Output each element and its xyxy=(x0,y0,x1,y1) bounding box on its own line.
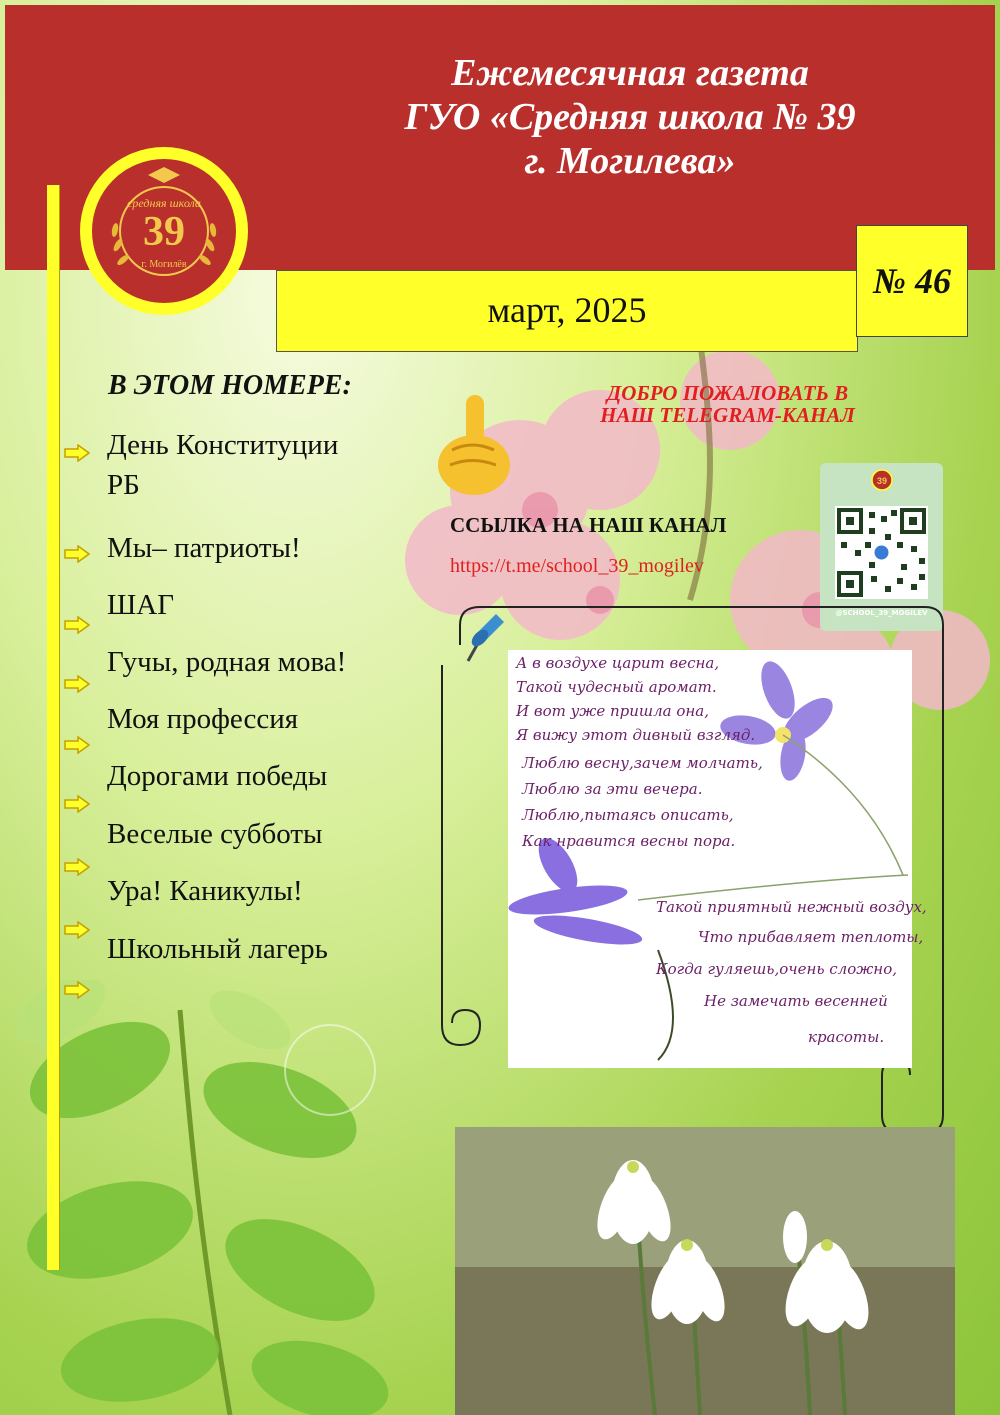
emblem-bottom-text: г. Могилёв xyxy=(141,259,187,270)
poem-line: Такой приятный нежный воздух, xyxy=(656,898,927,916)
toc-item-fun-saturdays: Веселые субботы xyxy=(107,818,323,850)
toc-item-patriots: Мы– патриоты! xyxy=(107,532,301,564)
vertical-accent-bar xyxy=(47,185,59,1270)
telegram-welcome-text xyxy=(560,382,895,426)
welcome-line-1: ДОБРО ПОЖАЛОВАТЬ В xyxy=(606,381,849,405)
toc-item-label-cont: РБ xyxy=(107,469,140,501)
poem-line: Люблю весну,зачем молчать, xyxy=(522,754,763,772)
poem-line: И вот уже пришла она, xyxy=(516,702,710,720)
arrow-right-icon xyxy=(64,545,90,563)
toc-item-school-camp: Школьный лагерь xyxy=(107,933,328,965)
channel-link-url[interactable]: https://t.me/school_39_mogilev xyxy=(450,555,704,577)
pushpin-icon xyxy=(456,606,506,666)
title-line-3: г. Могилева» xyxy=(524,140,736,182)
title-line-1: Ежемесячная газета xyxy=(451,52,809,94)
poem-line: красоты. xyxy=(808,1028,885,1046)
issue-number: № 46 xyxy=(873,261,951,301)
qr-badge-number: 39 xyxy=(876,476,888,486)
channel-link-label: ССЫЛКА НА НАШ КАНАЛ xyxy=(450,513,727,537)
toc-item-holidays: Ура! Каникулы! xyxy=(107,875,303,907)
toc-item-my-profession: Моя профессия xyxy=(107,703,299,735)
arrow-right-icon xyxy=(64,616,90,634)
poem-line: Что прибавляет теплоты, xyxy=(698,928,924,946)
leaves-decoration xyxy=(0,980,440,1415)
poem-line: Не замечать весенней xyxy=(704,992,888,1010)
emblem-top-text: средняя школа xyxy=(127,196,201,210)
emblem-number: 39 xyxy=(143,209,185,255)
qr-badge-icon xyxy=(871,469,893,491)
poem-line: Люблю за эти вечера. xyxy=(522,780,703,798)
poem-line: Как нравится весны пора. xyxy=(522,832,736,850)
issue-date: март, 2025 xyxy=(487,290,647,330)
arrow-right-icon xyxy=(64,858,90,876)
poem-line: Я вижу этот дивный взгляд. xyxy=(516,726,756,744)
poem-line: Когда гуляешь,очень сложно, xyxy=(656,960,897,978)
school-emblem-logo xyxy=(78,145,250,317)
toc-item-native-language: Гучы, родная мова! xyxy=(107,646,347,678)
issue-number-box xyxy=(856,225,968,337)
pointing-finger-icon xyxy=(432,390,512,495)
arrow-right-icon xyxy=(64,795,90,813)
qr-handle: @SCHOOL_39_MOGILEV xyxy=(835,609,928,617)
arrow-right-icon xyxy=(64,736,90,754)
arrow-right-icon xyxy=(64,675,90,693)
newspaper-title xyxy=(305,51,955,183)
snowdrops-photo xyxy=(455,1127,955,1415)
spring-poem xyxy=(508,650,927,1068)
toc-item-shag: ШАГ xyxy=(107,589,174,621)
poem-line: А в воздухе царит весна, xyxy=(516,654,720,672)
toc-item-constitution-day xyxy=(107,425,407,505)
arrow-right-icon xyxy=(64,981,90,999)
arrow-right-icon xyxy=(64,444,90,462)
toc-heading: В ЭТОМ НОМЕРЕ: xyxy=(108,370,352,401)
toc-item-victory-roads: Дорогами победы xyxy=(107,760,328,792)
poem-line: Люблю,пытаясь описать, xyxy=(522,806,734,824)
welcome-line-2: НАШ TELEGRAM-КАНАЛ xyxy=(600,403,855,427)
poem-line: Такой чудесный аромат. xyxy=(516,678,717,696)
date-bar xyxy=(276,270,858,352)
title-line-2: ГУО «Средняя школа № 39 xyxy=(404,96,856,138)
arrow-right-icon xyxy=(64,921,90,939)
qr-code-icon xyxy=(835,506,928,599)
toc-item-label: День Конституции xyxy=(107,429,339,461)
